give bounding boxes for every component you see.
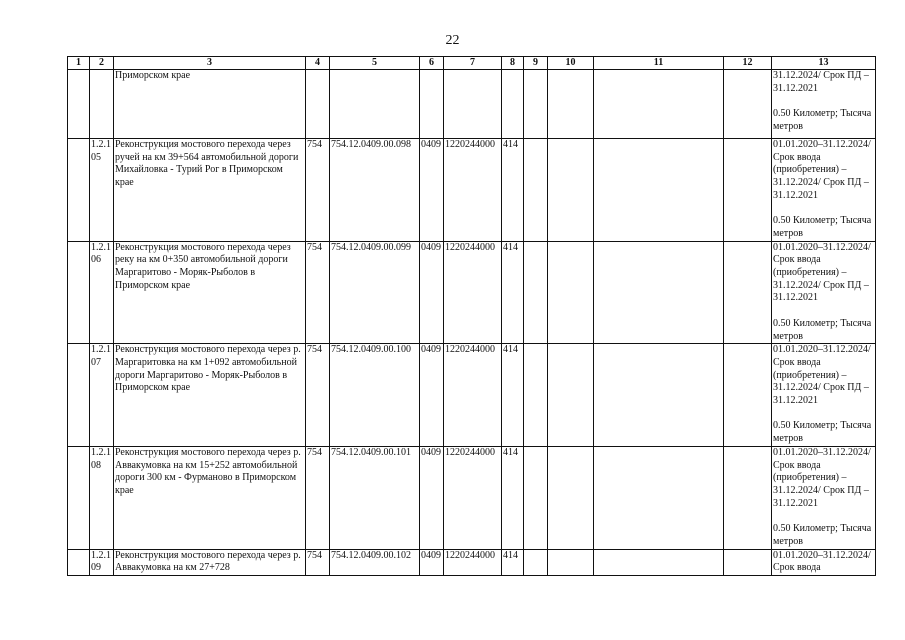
cell-object-name: Реконструкция мостового перехода через р. Аввакумовка на км 27+728 — [114, 549, 306, 575]
cell-col12 — [724, 70, 772, 139]
column-header: 3 — [114, 57, 306, 70]
column-header: 12 — [724, 57, 772, 70]
cell-col11 — [594, 549, 724, 575]
cell-col13: 01.01.2020–31.12.2024/ Срок ввода (приобретения) – 31.12.2024/ Срок ПД – 31.12.2021 0.50 Километр; Тысяча метров — [772, 344, 876, 447]
cell-col11 — [594, 70, 724, 139]
cell-object-name: Реконструкция мостового перехода через р. Маргаритовка на км 1+092 автомобильной дороги Маргаритово - Моряк-Рыболов в Приморском крае — [114, 344, 306, 447]
cell-col4: 754 — [306, 446, 330, 549]
cell-object-name: Реконструкция мостового перехода через реку на км 0+350 автомобильной дороги Маргаритово - Моряк-Рыболов в Приморском крае — [114, 241, 306, 344]
page-number: 22 — [445, 33, 460, 48]
cell-col9 — [524, 70, 548, 139]
cell-col6: 0409 — [420, 549, 444, 575]
cell-col6: 0409 — [420, 139, 444, 242]
cell-col8: 414 — [502, 139, 524, 242]
cell-col9 — [524, 139, 548, 242]
cell-object-name: Реконструкция мостового перехода через ручей на км 39+564 автомобильной дороги Михайловка - Турий Рог в Приморском крае — [114, 139, 306, 242]
cell-col7: 1220244000 — [444, 241, 502, 344]
cell-col8: 414 — [502, 241, 524, 344]
cell-item-number: 1.2.1 06 — [90, 241, 114, 344]
cell-col4: 754 — [306, 549, 330, 575]
table-row — [68, 446, 876, 549]
header-row — [68, 57, 876, 70]
cell-col13: 01.01.2020–31.12.2024/ Срок ввода (приобретения) – 31.12.2024/ Срок ПД – 31.12.2021 0.50 Километр; Тысяча метров — [772, 446, 876, 549]
cell-col4: 754 — [306, 241, 330, 344]
cell-col10 — [548, 549, 594, 575]
cell-col6 — [420, 70, 444, 139]
budget-table — [67, 56, 876, 576]
column-header: 1 — [68, 57, 90, 70]
cell-col9 — [524, 344, 548, 447]
cell-col6: 0409 — [420, 241, 444, 344]
cell-col12 — [724, 139, 772, 242]
cell-col13: 01.01.2020–31.12.2024/ Срок ввода — [772, 549, 876, 575]
cell-col7: 1220244000 — [444, 139, 502, 242]
cell-col13: 31.12.2024/ Срок ПД – 31.12.2021 0.50 Километр; Тысяча метров — [772, 70, 876, 139]
cell-col5: 754.12.0409.00.101 — [330, 446, 420, 549]
cell-col4: 754 — [306, 139, 330, 242]
column-header: 13 — [772, 57, 876, 70]
table-row — [68, 70, 876, 139]
cell-col7 — [444, 70, 502, 139]
column-header: 5 — [330, 57, 420, 70]
cell-col8: 414 — [502, 446, 524, 549]
table-row — [68, 549, 876, 575]
cell-col13: 01.01.2020–31.12.2024/ Срок ввода (приобретения) – 31.12.2024/ Срок ПД – 31.12.2021 0.50 Километр; Тысяча метров — [772, 241, 876, 344]
cell-col5: 754.12.0409.00.099 — [330, 241, 420, 344]
table-row — [68, 241, 876, 344]
column-header: 11 — [594, 57, 724, 70]
cell-col5: 754.12.0409.00.100 — [330, 344, 420, 447]
cell-col8 — [502, 70, 524, 139]
cell-col9 — [524, 241, 548, 344]
cell-col11 — [594, 241, 724, 344]
cell-col10 — [548, 139, 594, 242]
cell-col13: 01.01.2020–31.12.2024/ Срок ввода (приобретения) – 31.12.2024/ Срок ПД – 31.12.2021 0.50 Километр; Тысяча метров — [772, 139, 876, 242]
cell-col4 — [306, 70, 330, 139]
cell-col7: 1220244000 — [444, 446, 502, 549]
cell-col6: 0409 — [420, 344, 444, 447]
cell-col1 — [68, 139, 90, 242]
cell-col5: 754.12.0409.00.098 — [330, 139, 420, 242]
cell-col11 — [594, 139, 724, 242]
cell-col11 — [594, 446, 724, 549]
cell-col1 — [68, 446, 90, 549]
cell-col1 — [68, 549, 90, 575]
cell-col11 — [594, 344, 724, 447]
cell-item-number: 1.2.1 05 — [90, 139, 114, 242]
cell-col7: 1220244000 — [444, 344, 502, 447]
cell-col1 — [68, 344, 90, 447]
cell-col1 — [68, 70, 90, 139]
cell-item-number: 1.2.1 07 — [90, 344, 114, 447]
cell-col12 — [724, 446, 772, 549]
column-header: 10 — [548, 57, 594, 70]
column-header: 9 — [524, 57, 548, 70]
cell-col4: 754 — [306, 344, 330, 447]
cell-item-number — [90, 70, 114, 139]
cell-col9 — [524, 549, 548, 575]
cell-object-name: Приморском крае — [114, 70, 306, 139]
cell-col5: 754.12.0409.00.102 — [330, 549, 420, 575]
column-header: 6 — [420, 57, 444, 70]
cell-item-number: 1.2.1 09 — [90, 549, 114, 575]
cell-col10 — [548, 241, 594, 344]
cell-item-number: 1.2.1 08 — [90, 446, 114, 549]
column-header: 4 — [306, 57, 330, 70]
cell-col7: 1220244000 — [444, 549, 502, 575]
cell-object-name: Реконструкция мостового перехода через р. Аввакумовка на км 15+252 автомобильной дороги 300 км - Фурманово в Приморском крае — [114, 446, 306, 549]
cell-col12 — [724, 241, 772, 344]
cell-col8: 414 — [502, 344, 524, 447]
cell-col9 — [524, 446, 548, 549]
cell-col6: 0409 — [420, 446, 444, 549]
cell-col8: 414 — [502, 549, 524, 575]
cell-col12 — [724, 549, 772, 575]
cell-col1 — [68, 241, 90, 344]
cell-col10 — [548, 344, 594, 447]
cell-col10 — [548, 446, 594, 549]
cell-col5 — [330, 70, 420, 139]
column-header: 8 — [502, 57, 524, 70]
cell-col12 — [724, 344, 772, 447]
table-row — [68, 344, 876, 447]
column-header: 2 — [90, 57, 114, 70]
table-row — [68, 139, 876, 242]
cell-col10 — [548, 70, 594, 139]
column-header: 7 — [444, 57, 502, 70]
